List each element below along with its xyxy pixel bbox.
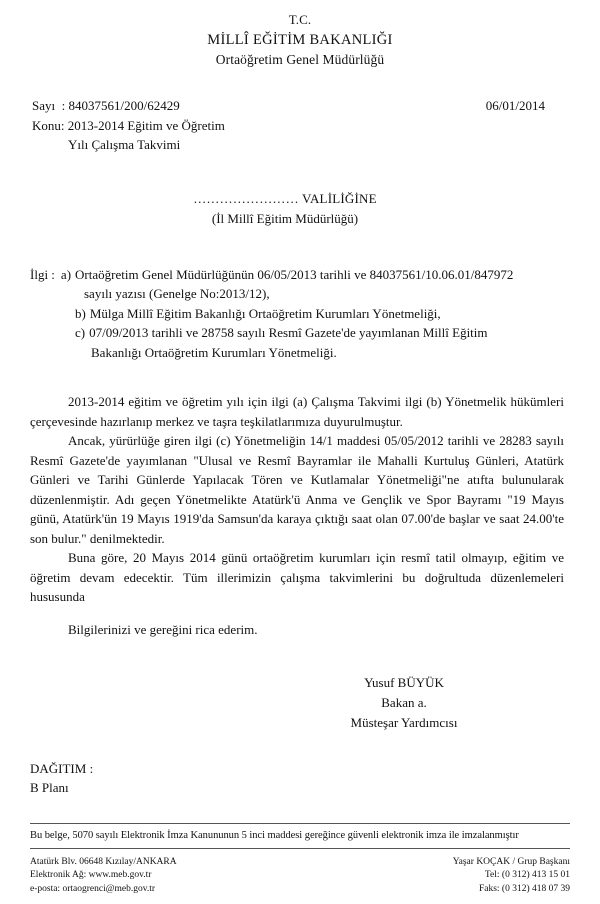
konu-label: Konu: [32,117,68,133]
letterhead-republic: T.C. [288,12,312,27]
footer-website-label: Elektronik Ağ: [30,870,89,880]
electronic-signature-note: Bu belge, 5070 sayılı Elektronik İmza Kanununun 5 inci maddesi gereğince güvenli elektronik imza ile imzalanmıştır [30,829,519,841]
ilgi-item-c [30,323,564,343]
body-paragraph-4: Bilgilerinizi ve gereğini rica ederim. [68,621,258,637]
ilgi-item-b [30,304,564,324]
reference-konu [32,116,570,136]
ilgi-label: İlgi : [30,266,55,282]
footer-website-row [30,869,177,883]
footer-address: Atatürk Blv. 06648 Kızılay/ANKARA [30,856,177,867]
footer-contact-right [453,856,570,897]
letterhead-department: Ortaöğretim Genel Müdürlüğü [215,52,385,67]
konu-value-line2: Yılı Çalışma Takvimi [68,137,181,152]
ilgi-marker-b: b) [75,305,86,321]
sayi-value: 84037561/200/62429 [68,98,180,113]
body-paragraph-1: 2013-2014 eğitim ve öğretim yılı için ilgi (a) Çalışma Takvimi ilgi (b) Yönetmelik hükümleri çerçevesinde hazırlanıp merkez ve taşra teşkilatlarımıza duyurulmuştur. [30,394,564,429]
addressee-directorate: (İl Millî Eğitim Müdürlüğü) [211,210,359,226]
ilgi-text-c-line2: Bakanlığı Ortaöğretim Kurumları Yönetmeliği. [91,344,337,360]
footer-telephone: Tel: (0 312) 413 15 01 [484,870,570,880]
addressee-governorship: …………………… VALİLİĞİNE [193,190,377,206]
letterhead-ministry: MİLLÎ EĞİTİM BAKANLIĞI [207,32,393,48]
body-block [0,392,600,639]
signature-block [0,673,600,733]
ilgi-text-b-line1: Mülga Millî Eğitim Bakanlığı Ortaöğretim Kurumları Yönetmeliği, [89,305,441,321]
sayi-label: Sayı : [32,98,69,113]
body-paragraph-3: Buna göre, 20 Mayıs 2014 günü ortaöğretim kurumları için resmî tatil olmayıp, eğitim ve öğretim devam edecektir. Tüm illerimizin çalışma takvimlerini bu doğrultuda düzenlemeleri hususunda [30,550,564,604]
reference-row-sayi [32,96,570,116]
document-date: 06/01/2014 [485,98,545,113]
konu-value-line1: 2013-2014 Eğitim ve Öğretim [67,117,225,133]
footer-contact-person: Yaşar KOÇAK / Grup Başkanı [452,856,570,867]
distribution-label: DAĞITIM : [30,761,94,776]
ilgi-text-a-line2: sayılı yazısı (Genelge No:2013/12), [84,286,270,301]
signatory-title-line1: Bakan a. [381,695,427,710]
footer-email-label: e-posta: [30,883,63,894]
signatory-title-line2: Müsteşar Yardımcısı [350,715,458,730]
footer-contact-left [30,856,177,897]
signature-inner [351,673,458,733]
reference-block [0,96,600,155]
document-footer [0,823,600,897]
footer-email-value: ortaogrenci@meb.gov.tr [62,883,155,894]
ilgi-item-a [30,265,564,285]
footer-email-row [30,883,177,897]
signatory-name: Yusuf BÜYÜK [364,675,444,690]
distribution-block [0,759,600,797]
ilgi-marker-c: c) [75,325,86,340]
footer-website-value: www.meb.gov.tr [88,870,152,880]
ilgi-marker-a: a) [60,266,72,282]
letterhead [0,0,600,70]
footer-columns [30,849,570,897]
reference-sayi [32,96,180,116]
footer-fax: Faks: (0 312) 418 07 39 [478,883,570,894]
ilgi-text-a-line1: Ortaöğretim Genel Müdürlüğünün 06/05/2013 tarihli ve 84037561/10.06.01/847972 [75,266,514,282]
distribution-value: B Planı [30,780,69,795]
body-paragraph-2: Ancak, yürürlüğe giren ilgi (c) Yönetmeliğin 14/1 maddesi 05/05/2012 tarihli ve 28283 sayılı Resmî Gazete'de yayımlanan "Ulusal ve Resmî Bayramlar ile Mahalli Kurtuluş Günleri, Atatürk Günleri ve Tarihi Günlerde Yapılacak Tören ve Kutlamalar Yönetmeliği"ne atıfta bulunularak düzenlenmiştir. Adı geçen Yönetmelikte Atatürk'ü Anma ve Gençlik ve Spor Bayramı "19 Mayıs günü, Atatürk'ün 19 Mayıs 1919'da Samsun'da karaya çıktığı saat olan 07.00'de başlar ve saat 24.00'te son bulur." denilmektedir. [30,433,564,546]
ilgi-block [0,265,600,363]
addressee-block [0,189,600,229]
ilgi-text-c-line1: 07/09/2013 tarihli ve 28758 sayılı Resmî Gazete'de yayımlanan Millî Eğitim [89,325,488,340]
